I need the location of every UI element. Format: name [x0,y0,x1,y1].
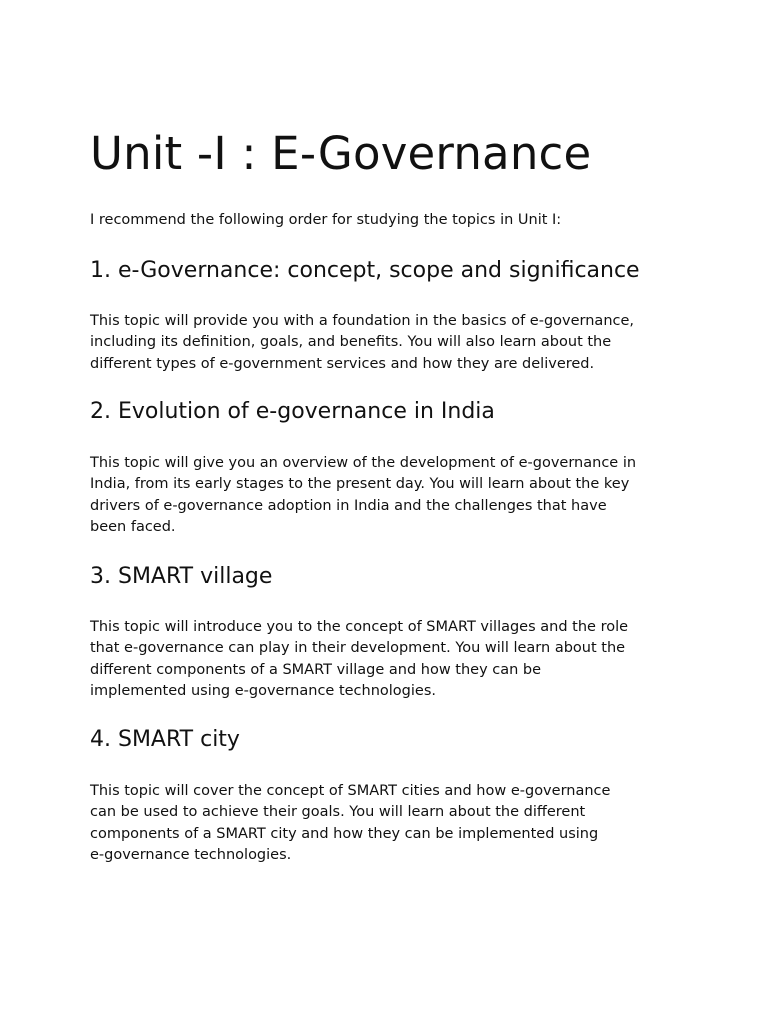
paragraph-line: can be used to achieve their goals. You will learn about the different [90,804,586,821]
paragraph-line: e-governance technologies. [90,847,292,864]
paragraph-line: including its definition, goals, and benefits. You will also learn about the [90,334,612,351]
section-paragraph-1 [90,311,690,375]
paragraph-line: This topic will cover the concept of SMART cities and how e-governance [90,783,611,799]
section-heading-2: 2. Evolution of e-governance in India [90,399,495,424]
section-paragraph-4 [90,781,690,867]
paragraph-line: implemented using e-governance technologies. [90,683,436,700]
paragraph-line: This topic will introduce you to the concept of SMART villages and the role [90,619,629,635]
paragraph-line: different components of a SMART village and how they can be [90,661,542,678]
page-title: Unit -I : E-Governance [90,127,592,180]
section-heading-4: 4. SMART city [90,727,240,752]
intro-text: I recommend the following order for studying the topics in Unit I: [90,212,562,228]
section-heading-3: 3. SMART village [90,564,273,589]
paragraph-line: India, from its early stages to the present day. You will learn about the key [90,476,630,493]
paragraph-line: different types of e-government services and how they are delivered. [90,355,595,372]
paragraph-line: This topic will provide you with a foundation in the basics of e-governance, [90,313,635,329]
section-paragraph-3 [90,617,690,703]
paragraph-line: drivers of e-governance adoption in India and the challenges that have [90,497,607,514]
paragraph-line: been faced. [90,519,176,536]
paragraph-line: This topic will give you an overview of the development of e-governance in [90,455,637,471]
paragraph-line: that e-governance can play in their development. You will learn about the [90,640,626,657]
paragraph-line: components of a SMART city and how they can be implemented using [90,825,599,842]
section-paragraph-2 [90,453,690,539]
section-heading-1: 1. e-Governance: concept, scope and significance [90,258,640,283]
